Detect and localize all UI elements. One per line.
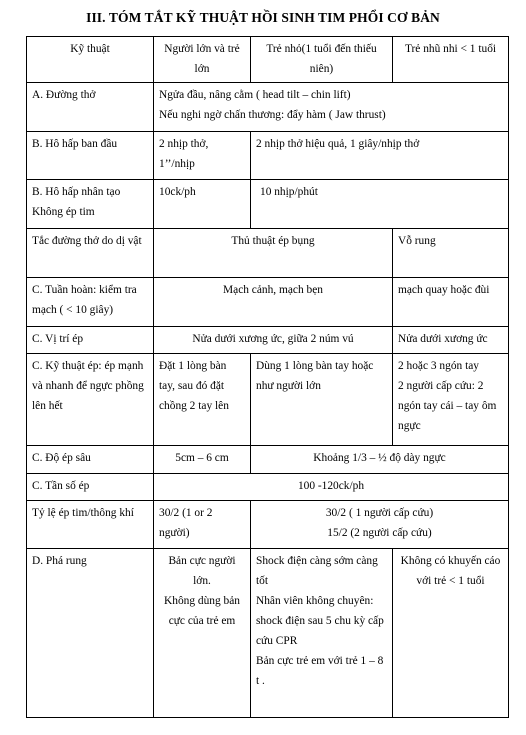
table-row <box>27 132 509 180</box>
table-row <box>27 446 509 474</box>
airway-line-1: Ngửa đầu, nâng cằm ( head tilt – chin lift) <box>159 89 351 101</box>
circulation-adult-child: Mạch cảnh, mạch bẹn <box>154 278 393 327</box>
technique-infant-line-2: 2 người cấp cứu: 2 ngón tay cái – tay ôm ngực <box>398 380 497 432</box>
row-label-ratio: Tỷ lệ ép tim/thông khí <box>27 501 154 549</box>
header-adult: Người lớn và trẻ lớn <box>154 37 251 83</box>
header-child: Trẻ nhỏ(1 tuổi đến thiếu niên) <box>251 37 393 83</box>
rescue-breathing-label-line-1: B. Hô hấp nhân tạo <box>32 186 121 198</box>
table-row <box>27 327 509 354</box>
table-row <box>27 354 509 446</box>
defibrillation-infant: Không có khuyến cáo với trẻ < 1 tuổi <box>393 549 509 718</box>
technique-child: Dùng 1 lòng bàn tay hoặc như người lớn <box>251 354 393 446</box>
document-title: III. TÓM TẮT KỸ THUẬT HỒI SINH TIM PHỔI CƠ BẢN <box>86 10 440 25</box>
circulation-infant: mạch quay hoặc đùi <box>393 278 509 327</box>
table-row <box>27 180 509 229</box>
row-label-rate: C. Tần số ép <box>27 474 154 501</box>
header-technique: Kỹ thuật <box>27 37 154 83</box>
table-row <box>27 229 509 278</box>
initial-breathing-adult: 2 nhịp thở, 1’’/nhịp <box>154 132 251 180</box>
ratio-adult: 30/2 (1 or 2 người) <box>154 501 251 549</box>
position-infant: Nửa dưới xương ức <box>393 327 509 354</box>
initial-breathing-child-infant: 2 nhịp thở hiệu quả, 1 giây/nhịp thở <box>251 132 509 180</box>
row-label-technique: C. Kỹ thuật ép: ép mạnh và nhanh để ngực phồng lên hết <box>27 354 154 446</box>
depth-child-infant: Khoảng 1/3 – ½ độ dày ngực <box>251 446 509 474</box>
table-header-row <box>27 37 509 83</box>
defibrillation-child-line-2: Nhân viên không chuyên: shock điện sau 5 chu kỳ cấp cứu CPR <box>256 595 384 647</box>
technique-infant <box>393 354 509 446</box>
defibrillation-adult <box>154 549 251 718</box>
foreign-body-adult-child: Thủ thuật ép bụng <box>154 229 393 278</box>
row-label-defibrillation: D. Phá rung <box>27 549 154 718</box>
table-row <box>27 474 509 501</box>
defibrillation-adult-line-2: Không dùng bản cực của trẻ em <box>164 595 240 627</box>
table-row <box>27 549 509 718</box>
row-label-airway: A. Đường thở <box>27 83 154 132</box>
airway-cell <box>154 83 509 132</box>
rate-all: 100 -120ck/ph <box>154 474 509 501</box>
depth-adult: 5cm – 6 cm <box>154 446 251 474</box>
table-row <box>27 278 509 327</box>
position-adult-child: Nửa dưới xương ức, giữa 2 núm vú <box>154 327 393 354</box>
row-label-position: C. Vị trí ép <box>27 327 154 354</box>
defibrillation-child-line-3: Bản cực trẻ em với trẻ 1 – 8 t . <box>256 655 384 687</box>
table-row <box>27 83 509 132</box>
rescue-breathing-label-line-2: Không ép tim <box>32 206 95 218</box>
row-label-circulation: C. Tuần hoàn: kiểm tra mạch ( < 10 giây) <box>27 278 154 327</box>
defibrillation-adult-line-1: Bản cực người lớn. <box>168 555 236 587</box>
row-label-depth: C. Độ ép sâu <box>27 446 154 474</box>
rescue-breathing-adult: 10ck/ph <box>154 180 251 229</box>
technique-adult: Đặt 1 lòng bàn tay, sau đó đặt chồng 2 tay lên <box>154 354 251 446</box>
cpr-summary-table <box>26 36 509 718</box>
foreign-body-infant: Vỗ rung <box>393 229 509 278</box>
row-label-initial-breathing: B. Hô hấp ban đầu <box>27 132 154 180</box>
row-label-rescue-breathing <box>27 180 154 229</box>
airway-line-2: Nếu nghi ngờ chấn thương: đẩy hàm ( Jaw thrust) <box>159 109 386 121</box>
rescue-breathing-child-infant: 10 nhịp/phút <box>251 180 509 229</box>
ratio-child-infant-line-2: 15/2 (2 người cấp cứu) <box>327 527 432 539</box>
technique-infant-line-1: 2 hoặc 3 ngón tay <box>398 360 479 372</box>
ratio-child-infant <box>251 501 509 549</box>
header-infant: Trẻ nhũ nhi < 1 tuổi <box>393 37 509 83</box>
table-row <box>27 501 509 549</box>
defibrillation-child <box>251 549 393 718</box>
ratio-child-infant-line-1: 30/2 ( 1 người cấp cứu) <box>325 507 434 519</box>
row-label-foreign-body: Tắc đường thở do dị vật <box>27 229 154 278</box>
defibrillation-child-line-1: Shock điện càng sớm càng tốt <box>256 555 378 587</box>
